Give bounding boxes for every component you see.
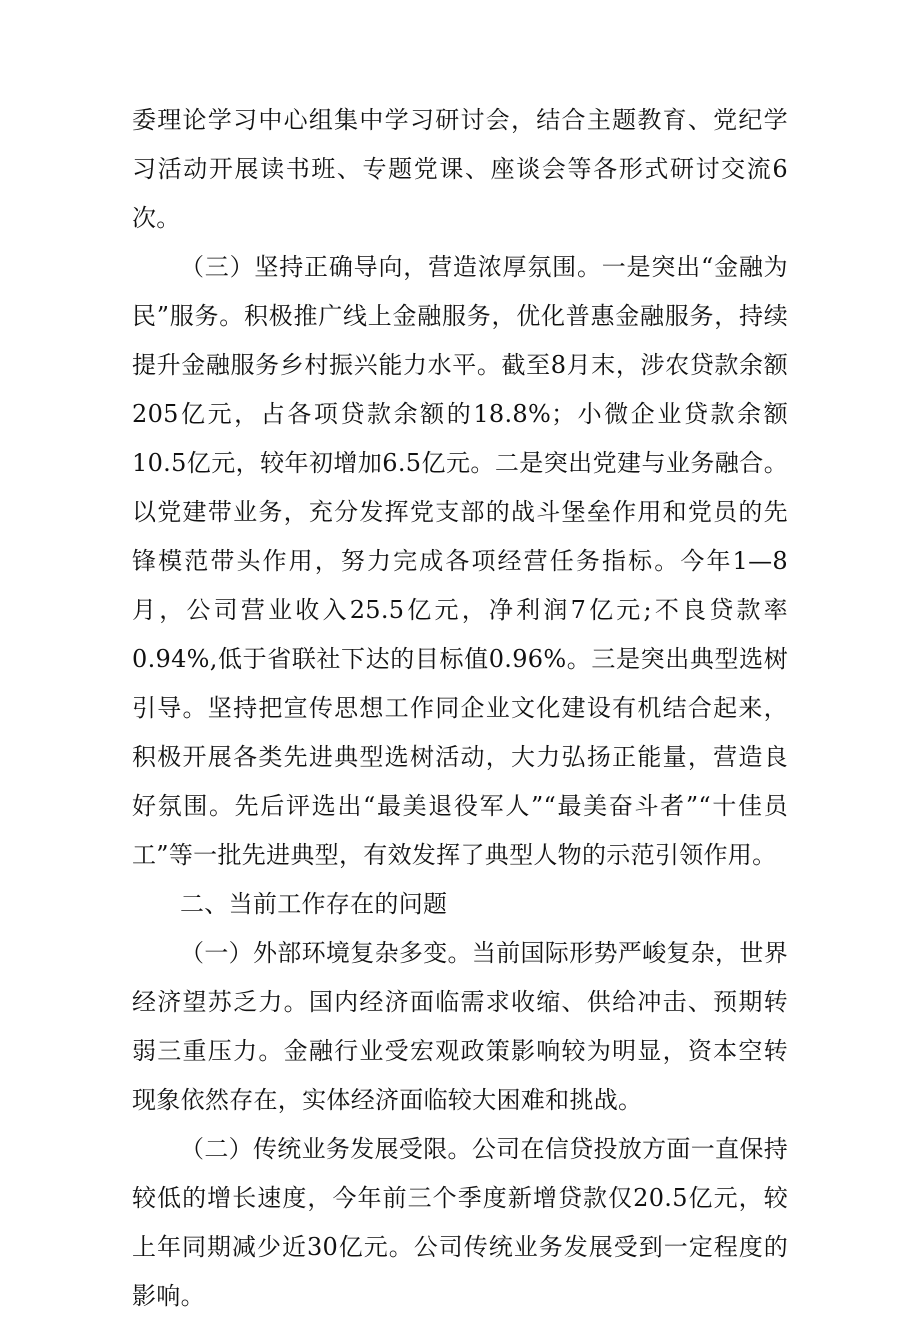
paragraph-problem-2: （二）传统业务发展受限。公司在信贷投放方面一直保持较低的增长速度，今年前三个季度新增贷款仅20.5亿元，较上年同期减少近30亿元。公司传统业务发展受到一定程度的影响。 <box>132 1135 788 1310</box>
document-body <box>132 96 788 1321</box>
section-heading-problems: 二、当前工作存在的问题 <box>180 890 448 918</box>
paragraph-problem-1: （一）外部环境复杂多变。当前国际形势严峻复杂，世界经济望苏乏力。国内经济面临需求收缩、供给冲击、预期转弱三重压力。金融行业受宏观政策影响较为明显，资本空转现象依然存在，实体经济面临较大困难和挑战。 <box>132 939 788 1114</box>
paragraph-continuation: 委理论学习中心组集中学习研讨会，结合主题教育、党纪学习活动开展读书班、专题党课、座谈会等各形式研讨交流6次。 <box>132 106 788 232</box>
paragraph-section-3: （三）坚持正确导向，营造浓厚氛围。一是突出“金融为民”服务。积极推广线上金融服务，优化普惠金融服务，持续提升金融服务乡村振兴能力水平。截至8月末，涉农贷款余额205亿元，占各项贷款余额的18.8%；小微企业贷款余额10.5亿元，较年初增加6.5亿元。二是突出党建与业务融合。以党建带业务，充分发挥党支部的战斗堡垒作用和党员的先锋模范带头作用，努力完成各项经营任务指标。今年1—8月，公司营业收入25.5亿元，净利润7亿元;不良贷款率0.94%,低于省联社下达的目标值0.96%。三是突出典型选树引导。坚持把宣传思想工作同企业文化建设有机结合起来，积极开展各类先进典型选树活动，大力弘扬正能量，营造良好氛围。先后评选出“最美退役军人”“最美奋斗者”“十佳员工”等一批先进典型，有效发挥了典型人物的示范引领作用。 <box>132 253 788 869</box>
